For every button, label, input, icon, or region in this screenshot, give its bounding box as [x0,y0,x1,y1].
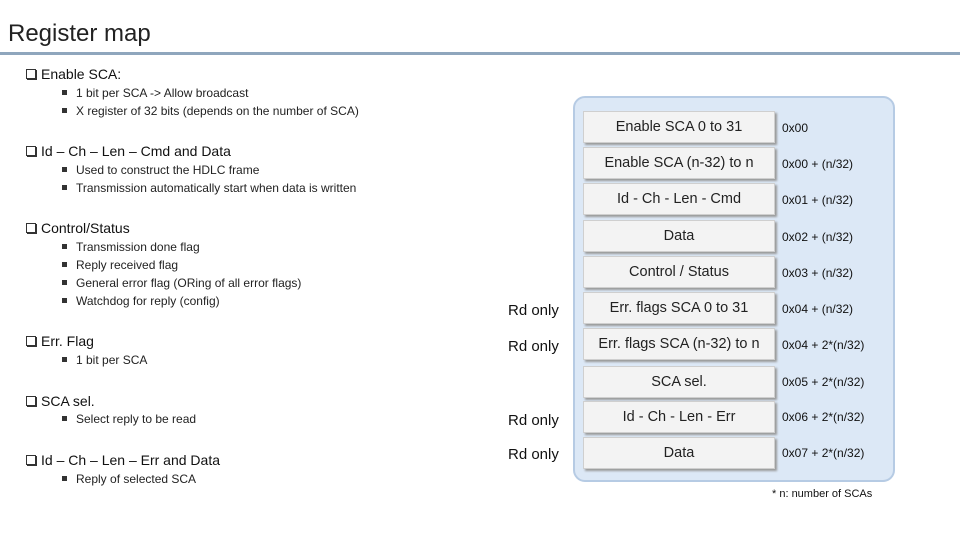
square-bullet-icon [62,244,67,249]
checkbox-bullet-icon [26,396,36,406]
register-access: Rd only [508,446,559,463]
square-bullet-icon [62,280,67,285]
section-heading: Id – Ch – Len – Err and Data [26,452,220,468]
square-bullet-icon [62,108,67,113]
register-name: SCA sel. [583,366,775,398]
slide-title: Register map [8,20,151,47]
checkbox-bullet-icon [26,146,36,156]
section-item: X register of 32 bits (depends on the number of SCA) [62,104,359,118]
section-item: Reply of selected SCA [62,472,196,486]
register-name: Id - Ch - Len - Err [583,401,775,433]
square-bullet-icon [62,185,67,190]
section-item: Watchdog for reply (config) [62,294,220,308]
square-bullet-icon [62,262,67,267]
footnote: * n: number of SCAs [772,488,873,500]
section-heading: SCA sel. [26,393,95,409]
checkbox-bullet-icon [26,336,36,346]
register-name: Control / Status [583,256,775,288]
register-address: 0x05 + 2*(n/32) [782,375,865,389]
section-item: Transmission done flag [62,240,200,254]
register-name: Id - Ch - Len - Cmd [583,183,775,215]
square-bullet-icon [62,476,67,481]
register-address: 0x06 + 2*(n/32) [782,410,865,424]
square-bullet-icon [62,90,67,95]
register-name: Enable SCA (n-32) to n [583,147,775,179]
square-bullet-icon [62,416,67,421]
register-address: 0x03 + (n/32) [782,266,854,280]
register-name: Enable SCA 0 to 31 [583,111,775,143]
section-item: 1 bit per SCA [62,353,147,367]
section-item: Used to construct the HDLC frame [62,163,259,177]
section-heading: Enable SCA: [26,66,121,82]
register-name: Err. flags SCA 0 to 31 [583,292,775,324]
register-address: 0x00 [782,121,809,135]
register-address: 0x00 + (n/32) [782,157,854,171]
register-address: 0x04 + 2*(n/32) [782,338,865,352]
section-item: Transmission automatically start when data is written [62,181,356,195]
section-heading: Control/Status [26,220,130,236]
register-address: 0x04 + (n/32) [782,302,854,316]
section-item: Reply received flag [62,258,178,272]
register-access: Rd only [508,338,559,355]
register-access: Rd only [508,412,559,429]
checkbox-bullet-icon [26,223,36,233]
register-name: Err. flags SCA (n-32) to n [583,328,775,360]
register-address: 0x01 + (n/32) [782,193,854,207]
section-item: 1 bit per SCA -> Allow broadcast [62,86,248,100]
register-access: Rd only [508,302,559,319]
section-item: Select reply to be read [62,412,196,426]
section-item: General error flag (ORing of all error flags) [62,276,301,290]
title-divider [0,52,960,55]
square-bullet-icon [62,298,67,303]
register-name: Data [583,437,775,469]
square-bullet-icon [62,357,67,362]
checkbox-bullet-icon [26,455,36,465]
square-bullet-icon [62,167,67,172]
checkbox-bullet-icon [26,69,36,79]
register-address: 0x02 + (n/32) [782,230,854,244]
section-heading: Id – Ch – Len – Cmd and Data [26,143,231,159]
register-address: 0x07 + 2*(n/32) [782,446,865,460]
register-name: Data [583,220,775,252]
section-heading: Err. Flag [26,333,94,349]
